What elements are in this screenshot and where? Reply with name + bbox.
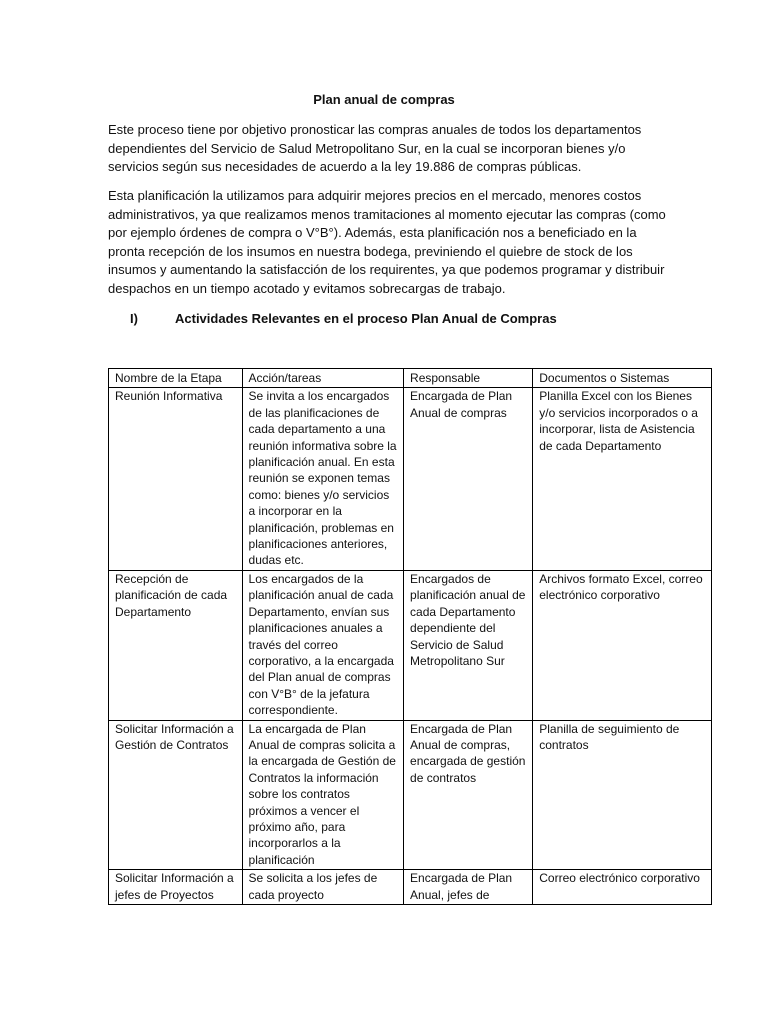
table-row (109, 870, 712, 905)
header-responsable: Responsable (404, 369, 533, 388)
section-title: Actividades Relevantes en el proceso Plan Anual de Compras (175, 311, 557, 326)
cell-documentos: Planilla de seguimiento de contratos (533, 720, 712, 870)
header-documentos: Documentos o Sistemas (533, 369, 712, 388)
cell-accion: Se invita a los encargados de las planificaciones de cada departamento a una reunión informativa sobre la planificación anual. En esta reunión se exponen temas como: bienes y/o servicios a incorporar en la planificación, problemas en planificaciones anteriores, dudas etc. (242, 388, 404, 570)
cell-documentos: Correo electrónico corporativo (533, 870, 712, 905)
table-row (109, 570, 712, 720)
cell-documentos: Planilla Excel con los Bienes y/o servicios incorporados o a incorporar, lista de Asistencia de cada Departamento (533, 388, 712, 570)
cell-responsable: Encargados de planificación anual de cada Departamento dependiente del Servicio de Salud Metropolitano Sur (404, 570, 533, 720)
header-etapa: Nombre de la Etapa (109, 369, 243, 388)
paragraph-benefits: Esta planificación la utilizamos para adquirir mejores precios en el mercado, menores costos administrativos, ya que realizamos menos tramitaciones al momento ejecutar las compras (como por ejemplo órdenes de compra o V°B°). Además, esta planificación nos a beneficiado en la pronta recepción de los insumos en nuestra bodega, previniendo el quiebre de stock de los insumos y aumentando la satisfacción de los requirentes, ya que podemos programar y distribuir despachos en un tiempo acotado y evitamos sobrecargas de trabajo. (108, 188, 666, 296)
cell-accion: Los encargados de la planificación anual de cada Departamento, envían sus planificaciones anuales a través del correo corporativo, a la encargada del Plan anual de compras con V°B° de la jefatura correspondiente. (242, 570, 404, 720)
activities-table (108, 368, 712, 905)
document-title: Plan anual de compras (313, 92, 455, 107)
cell-responsable: Encargada de Plan Anual de compras (404, 388, 533, 570)
table-header-row (109, 369, 712, 388)
header-accion: Acción/tareas (242, 369, 404, 388)
cell-etapa: Solicitar Información a jefes de Proyectos (109, 870, 243, 905)
section-number: I) (130, 311, 138, 326)
cell-etapa: Recepción de planificación de cada Departamento (109, 570, 243, 720)
cell-accion: La encargada de Plan Anual de compras solicita a la encargada de Gestión de Contratos la información sobre los contratos próximos a vencer el próximo año, para incorporarlos a la planificación (242, 720, 404, 870)
cell-etapa: Reunión Informativa (109, 388, 243, 570)
cell-etapa: Solicitar Información a Gestión de Contratos (109, 720, 243, 870)
cell-responsable: Encargada de Plan Anual de compras, encargada de gestión de contratos (404, 720, 533, 870)
cell-responsable: Encargada de Plan Anual, jefes de (404, 870, 533, 905)
paragraph-objective: Este proceso tiene por objetivo pronosticar las compras anuales de todos los departamentos dependientes del Servicio de Salud Metropolitano Sur, en la cual se incorporan bienes y/o servicios según sus necesidades de acuerdo a la ley 19.886 de compras públicas. (108, 122, 642, 175)
cell-documentos: Archivos formato Excel, correo electrónico corporativo (533, 570, 712, 720)
section-heading (130, 311, 557, 326)
cell-accion: Se solicita a los jefes de cada proyecto (242, 870, 404, 905)
table-row (109, 720, 712, 870)
table-row (109, 388, 712, 570)
